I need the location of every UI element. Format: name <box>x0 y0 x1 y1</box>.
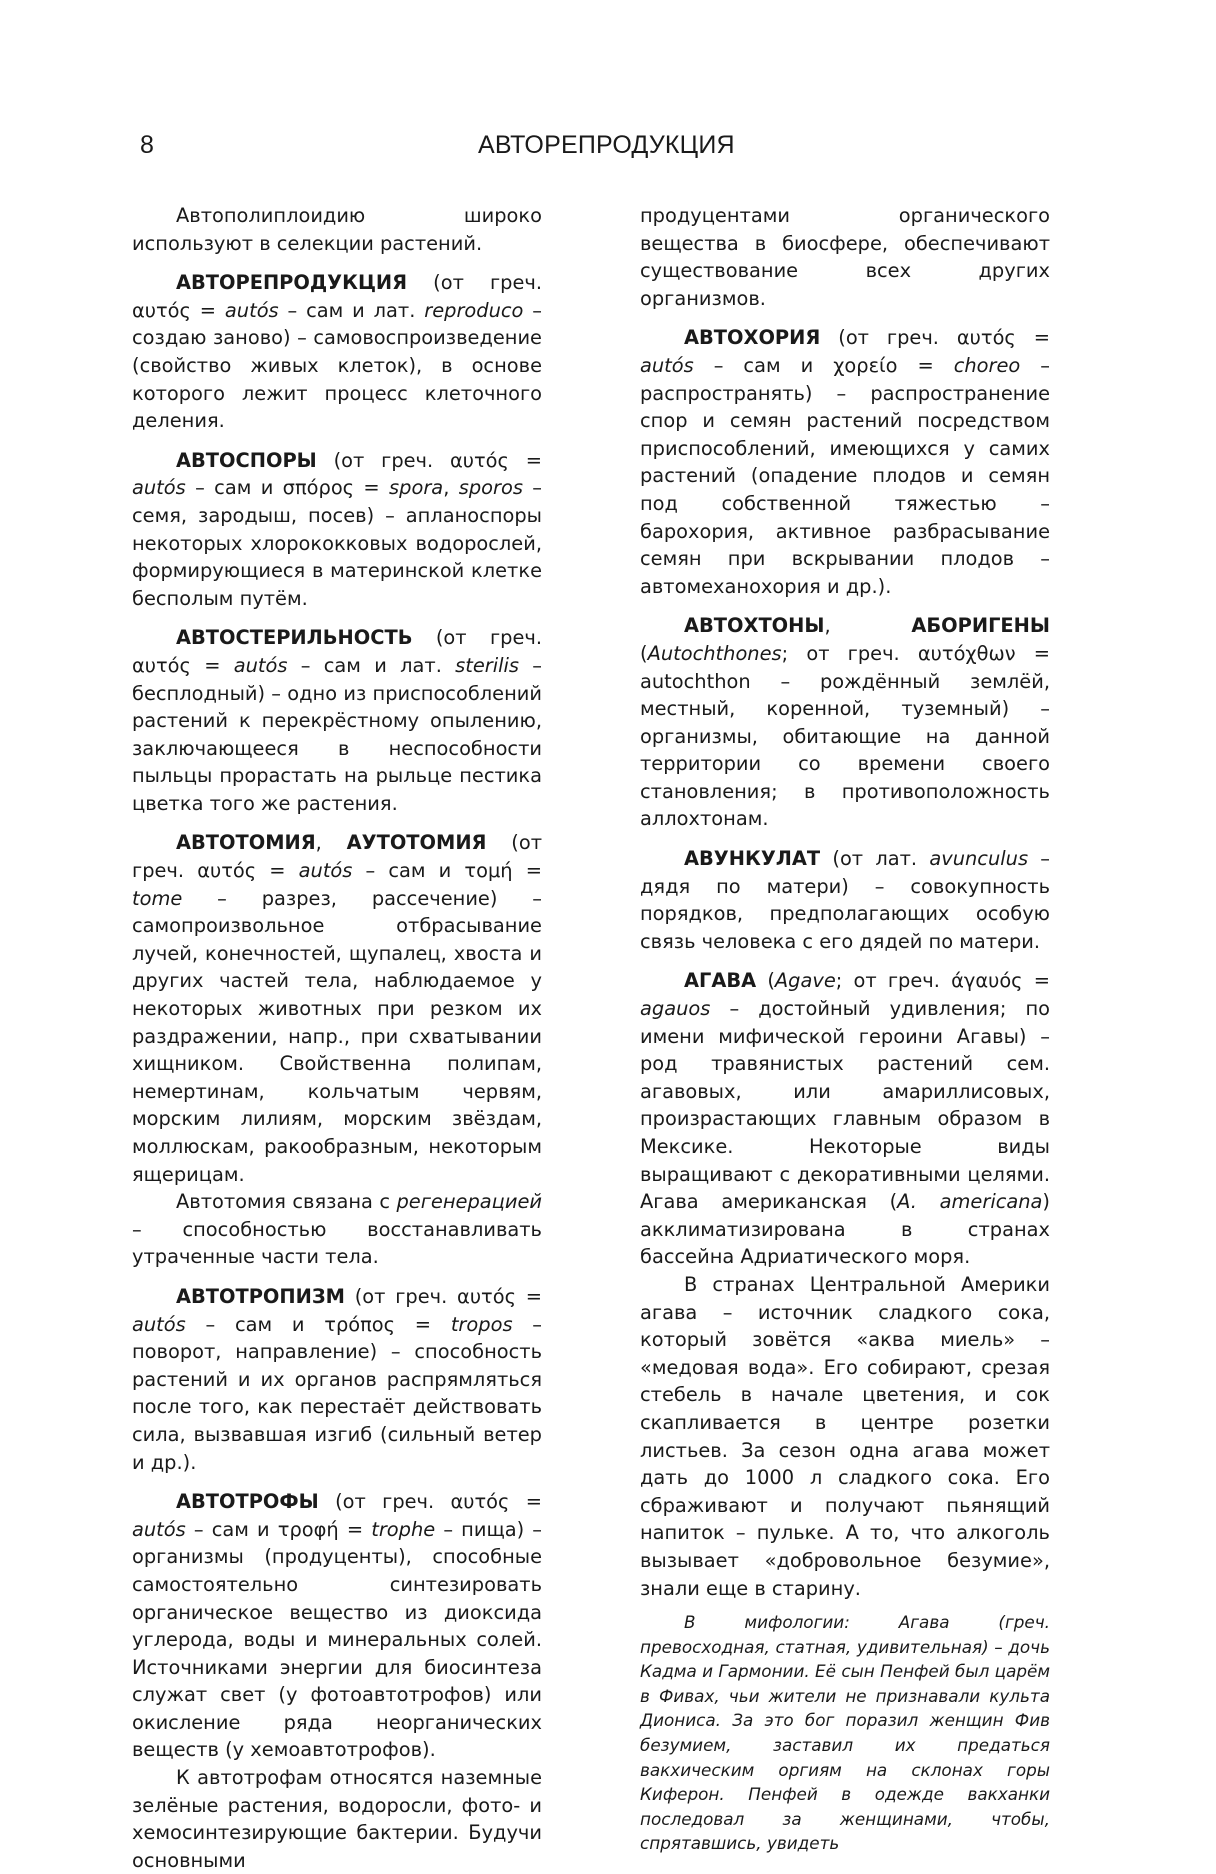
entry-term: АВТОХОРИЯ <box>684 326 821 350</box>
entry-text: Автотомия связана с <box>176 1190 397 1214</box>
entry-autospores <box>132 447 542 613</box>
entry-italic: sterilis <box>455 653 520 677</box>
entry-term: АГАВА <box>684 969 757 993</box>
entry-term: АВТОТОМИЯ <box>176 831 316 855</box>
entry-italic: autós <box>298 859 353 883</box>
entry-text: – сам и τροφή = <box>185 1517 372 1541</box>
running-title: АВТОРЕПРОДУКЦИЯ <box>478 131 735 159</box>
entry-italic: avunculus <box>929 847 1029 871</box>
entry-text: (от греч. αυτός = <box>344 1284 542 1308</box>
entry-text: – сам и σπόρος = <box>185 476 390 500</box>
intro-paragraph: Автополиплоидию широко используют в селекции растений. <box>132 204 542 255</box>
entry-term: АВТОСПОРЫ <box>176 448 317 472</box>
entry-autosterility <box>132 624 542 817</box>
entry-text: – сам и τομή = <box>352 859 542 883</box>
entry-italic: Agave <box>774 969 836 993</box>
right-column <box>640 202 1050 1856</box>
entry-term: АВТОТРОФЫ <box>176 1490 319 1514</box>
entry-text: – сам и τρόπος = <box>185 1312 451 1336</box>
entry-text: (от греч. αυτός = <box>318 1490 542 1514</box>
entry-text: ( <box>756 969 775 993</box>
entry-italic: trophe <box>371 1517 436 1541</box>
entry-italic: регенерацией <box>396 1190 542 1214</box>
entry-text: – семя, зародыш, посев) – апланоспоры некоторых хлорококковых водорослей, формирующиеся в материнской клетке бесполым путём. <box>132 476 542 610</box>
entry-term: АУТОТОМИЯ <box>346 831 487 855</box>
left-column <box>132 202 542 1874</box>
entry-text: ) акклиматизирована в странах бассейна Адриатического моря. <box>640 1190 1050 1269</box>
autotrophs-continuation: К автотрофам относятся наземные зелёные растения, водоросли, фото- и хемосинтезирующие бактерии. Будучи основными <box>132 1766 542 1872</box>
entry-text: – создаю заново) – самовоспроизведение (свойство живых клеток), в основе которого лежит процесс клеточного деления. <box>132 298 542 433</box>
entry-autotrophs <box>132 1488 542 1764</box>
autotomy-continuation <box>132 1188 542 1271</box>
entry-text: – разрез, рассечение) – самопроизвольное отбрасывание лучей, конечностей, щупалец, хвоста и других частей тела, наблюдаемое у некоторых животных при резком их раздражении, напр., при схватывании хищником. Свойственна полипам, немертинам, кольчатым червям, морским лилиям, морским звёздам, моллюскам, ракообразным, некоторым ящерицам. <box>132 886 542 1186</box>
entry-term: АБОРИГЕНЫ <box>911 614 1050 638</box>
entry-term: АВТОТРОПИЗМ <box>176 1284 345 1308</box>
entry-text: – поворот, направление) – способность растений и их органов распрямляться после того, как перестаёт действовать сила, вызвавшая изгиб (сильный ветер и др.). <box>132 1312 543 1474</box>
entry-text: – достойный удивления; по имени мифической героини Агавы) – род травянистых растений сем. агавовых, или амариллисовых, произрастающих главным образом в Мексике. Некоторые виды выращивают с декоративными целями. Агава американская ( <box>640 997 1050 1214</box>
entry-agave <box>640 967 1050 1271</box>
entry-italic: autós <box>132 1517 186 1541</box>
entry-text: ( <box>640 641 648 665</box>
entry-term: АВУНКУЛАТ <box>684 847 821 871</box>
entry-italic: A. americana <box>897 1190 1043 1214</box>
entry-italic: autós <box>132 1312 186 1336</box>
continued-paragraph: продуцентами органического вещества в биосфере, обеспечивают существование всех других организмов. <box>640 204 1050 310</box>
entry-text: , <box>824 614 912 638</box>
entry-avunculate <box>640 845 1050 955</box>
agave-continuation: В странах Центральной Америки агава – источник сладкого сока, который зовётся «аква миель» – «медовая вода». Его собирают, срезая стебель в начале цветения, и сок скапливается в центре розетки листьев. За сезон одна агава может дать до 1000 л сладкого сока. Его сбраживают и получают пьянящий напиток – пульке. А то, что алкоголь вызывает «добровольное безумие», знали еще в старину. <box>640 1272 1050 1600</box>
entry-autoreproduction <box>132 269 542 435</box>
entry-autotropism <box>132 1283 542 1476</box>
entry-text: , <box>443 476 459 500</box>
entry-text: – пища) – организмы (продуценты), способные самостоятельно синтезировать органическое вещество из диоксида углерода, воды и минеральных солей. Источниками энергии для биосинтеза служат свет (у фотоавтотрофов) или окисление ряда неорганических веществ (у хемоавтотрофов). <box>132 1517 542 1762</box>
entry-italic: sporos <box>458 476 523 500</box>
entry-italic: tome <box>132 886 183 910</box>
entry-text: (от греч. αυτός = <box>820 326 1050 350</box>
entry-autochthons <box>640 612 1050 833</box>
entry-text: (от греч. αυτός = <box>132 626 542 677</box>
entry-italic: tropos <box>450 1312 513 1336</box>
entry-term: АВТОХТОНЫ <box>684 614 825 638</box>
entry-italic: autós <box>640 353 694 377</box>
page-number: 8 <box>140 131 154 159</box>
entry-italic: reproduco <box>424 298 524 322</box>
entry-text: – распространять) – распространение спор и семян растений посредством приспособлений, имеющихся у самих растений (опадение плодов и семян под собственной тяжестью – барохория, активное разбрасывание семян при вскрывании плодов – автомеханохория и др.). <box>640 353 1051 598</box>
entry-italic: choreo <box>953 353 1021 377</box>
entry-italic: agauos <box>640 997 711 1021</box>
entry-text: (от греч. αυτός = <box>132 271 542 322</box>
entry-text: – способностью восстанавливать утраченные части тела. <box>132 1217 542 1269</box>
entry-term: АВТОСТЕРИЛЬНОСТЬ <box>176 626 413 650</box>
entry-text: – сам и χορείο = <box>693 353 954 377</box>
entry-text: (от греч. αυτός = <box>316 448 542 472</box>
entry-text: (от лат. <box>820 847 930 871</box>
entry-text: – сам и лат. <box>278 298 425 322</box>
entry-italic: autós <box>233 653 288 677</box>
entry-term: АВТОРЕПРОДУКЦИЯ <box>176 271 408 295</box>
entry-italic: spora <box>389 476 444 500</box>
entry-text: , <box>315 831 347 855</box>
entry-text: (от греч. αυτός = <box>132 831 543 883</box>
entry-autochory <box>640 324 1050 600</box>
entry-italic: autós <box>132 476 186 500</box>
entry-text: – сам и лат. <box>287 653 456 677</box>
entry-italic: Autochthones <box>647 641 782 665</box>
entry-text: – дядя по матери) – совокупность порядков, предполагающих особую связь человека с его дядей по матери. <box>640 847 1051 953</box>
entry-italic: autós <box>224 298 279 322</box>
entry-text: ; от греч. άγαυός = <box>835 969 1050 993</box>
agave-mythology-note: В мифологии: Агава (греч. превосходная, статная, удивительная) – дочь Кадма и Гармонии. Её сын Пенфей был царём в Фивах, чьи жители не признавали культа Диониса. За это бог поразил женщин Фив безумием, заставил их предаться вакхическим оргиям на склонах горы Киферон. Пенфей в одежде вакханки последовал за женщинами, чтобы, спрятавшись, увидеть <box>640 1612 1050 1854</box>
entry-text: – бесплодный) – одно из приспособлений растений к перекрёстному опылению, заключающееся в неспособности пыльцы прорастать на рыльце пестика цветка того же растения. <box>132 653 542 815</box>
entry-autotomy <box>132 829 542 1188</box>
entry-text: ; от греч. αυτόχθων = autochthon – рождённый землёй, местный, коренной, туземный) – организмы, обитающие на данной территории со времени своего становления; в противоположность аллохтонам. <box>640 641 1050 831</box>
